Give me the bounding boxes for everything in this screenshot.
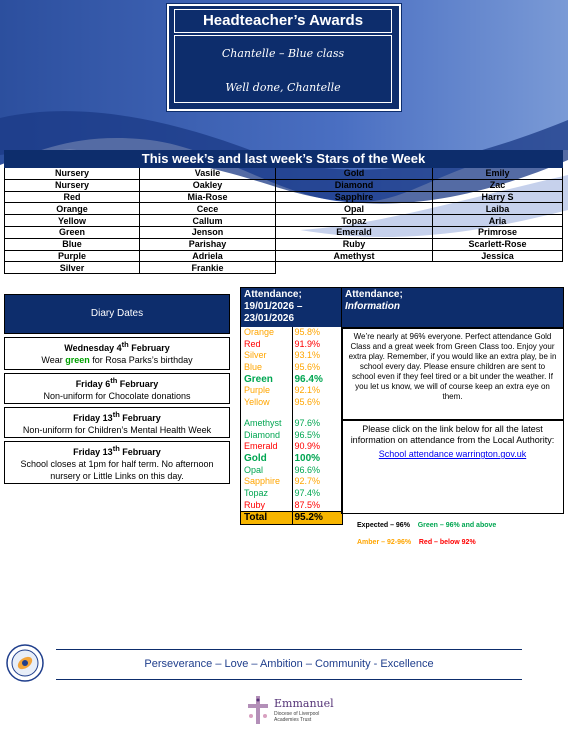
stars-cell: Adriela bbox=[140, 250, 276, 262]
attendance-row bbox=[241, 418, 342, 430]
diary-text: Wear green for Rosa Parks’s birthday bbox=[41, 355, 193, 365]
stars-cell: Purple bbox=[5, 250, 140, 262]
diary-item bbox=[4, 373, 230, 404]
award-details bbox=[174, 35, 392, 103]
attendance-total-row bbox=[241, 511, 342, 524]
table-row bbox=[5, 262, 563, 274]
attendance-key-row1 bbox=[341, 522, 564, 529]
attendance-class-value: 97.6% bbox=[292, 418, 343, 430]
attendance-information-panel bbox=[341, 287, 564, 546]
headteacher-award-box bbox=[167, 4, 401, 111]
attendance-class-value: 87.5% bbox=[292, 500, 343, 512]
attendance-row bbox=[241, 453, 342, 465]
attendance-row bbox=[241, 500, 342, 512]
table-row bbox=[5, 168, 563, 180]
attendance-class-value: 96.6% bbox=[292, 465, 343, 477]
stars-cell: Sapphire bbox=[276, 191, 433, 203]
attendance-class-name: Red bbox=[244, 338, 261, 349]
footer-divider-bottom bbox=[56, 679, 522, 680]
stars-cell-empty bbox=[433, 262, 563, 274]
stars-cell: Amethyst bbox=[276, 250, 433, 262]
attendance-class-value: 93.1% bbox=[292, 350, 343, 362]
stars-cell: Yellow bbox=[5, 215, 140, 227]
table-row bbox=[5, 191, 563, 203]
trust-name: Emmanuel bbox=[274, 697, 334, 710]
stars-cell: Emerald bbox=[276, 226, 433, 238]
attendance-class-name: Yellow bbox=[244, 397, 270, 408]
stars-cell: Nursery bbox=[5, 168, 140, 180]
stars-cell: Green bbox=[5, 226, 140, 238]
attendance-group-classes bbox=[241, 327, 342, 409]
stars-title: This week’s and last week’s Stars of the Week bbox=[5, 151, 563, 168]
attendance-row bbox=[241, 374, 342, 386]
stars-cell: Jenson bbox=[140, 226, 276, 238]
stars-cell: Frankie bbox=[140, 262, 276, 274]
table-row bbox=[5, 203, 563, 215]
attendance-class-name: Blue bbox=[244, 362, 263, 373]
school-seal-icon bbox=[6, 644, 44, 682]
stars-cell: Red bbox=[5, 191, 140, 203]
attendance-row bbox=[241, 397, 342, 409]
attendance-table bbox=[240, 287, 343, 525]
attendance-class-name: Gold bbox=[244, 452, 267, 464]
diary-date: Wednesday 4th February bbox=[64, 340, 170, 353]
attendance-class-value: 90.9% bbox=[292, 441, 343, 453]
attendance-class-value: 95.8% bbox=[292, 327, 343, 339]
award-recipient: Chantelle – Blue class bbox=[221, 47, 345, 60]
attendance-class-name: Diamond bbox=[244, 429, 281, 440]
attendance-message: We’re nearly at 96% everyone. Perfect attendance Gold Class and a great week from Green Class too. Enjoy your extra play. Remember, if you would like an extra play, be in school every day. Please ensure children are sent to school even if they feel tired or a bit under the weather. If you let us know, we will of course keep an extra eye on them. bbox=[341, 328, 564, 420]
stars-cell: Gold bbox=[276, 168, 433, 180]
attendance-class-value: 92.7% bbox=[292, 476, 343, 488]
stars-cell-empty bbox=[276, 262, 433, 274]
stars-cell: Aria bbox=[433, 215, 563, 227]
attendance-row bbox=[241, 362, 342, 374]
stars-cell: Mia-Rose bbox=[140, 191, 276, 203]
key-expected: Expected – 96% bbox=[357, 522, 410, 529]
footer-divider-top bbox=[56, 649, 522, 650]
stars-cell: Silver bbox=[5, 262, 140, 274]
attendance-class-value: 96.5% bbox=[292, 430, 343, 442]
attendance-row bbox=[241, 488, 342, 500]
stars-cell: Orange bbox=[5, 203, 140, 215]
stars-cell: Ruby bbox=[276, 238, 433, 250]
information-title: Attendance; Information bbox=[341, 287, 564, 328]
attendance-class-name: Orange bbox=[244, 327, 275, 337]
link-intro: Please click on the link below for all the latest information on attendance from the Local Authority: bbox=[350, 424, 555, 445]
attendance-class-value: 91.9% bbox=[292, 339, 343, 351]
attendance-class-value: 92.1% bbox=[292, 385, 343, 397]
attendance-class-name: Topaz bbox=[244, 487, 269, 498]
attendance-row bbox=[241, 339, 342, 351]
stars-cell: Vasile bbox=[140, 168, 276, 180]
attendance-class-name: Silver bbox=[244, 350, 267, 361]
attendance-class-value: 96.4% bbox=[292, 374, 343, 386]
attendance-row bbox=[241, 327, 342, 339]
attendance-class-value: 100% bbox=[292, 453, 343, 465]
stars-cell: Harry S bbox=[433, 191, 563, 203]
attendance-spacer bbox=[241, 409, 342, 418]
attendance-row bbox=[241, 350, 342, 362]
diary-date: Friday 13th February bbox=[73, 410, 161, 423]
attendance-class-value: 97.4% bbox=[292, 488, 343, 500]
attendance-link[interactable]: School attendance warrington.gov.uk bbox=[378, 449, 527, 459]
attendance-class-name: Opal bbox=[244, 464, 264, 475]
stars-cell: Parishay bbox=[140, 238, 276, 250]
stars-cell: Laiba bbox=[433, 203, 563, 215]
stars-cell: Primrose bbox=[433, 226, 563, 238]
attendance-row bbox=[241, 465, 342, 477]
diary-item bbox=[4, 407, 230, 438]
diary-dates-panel bbox=[4, 294, 230, 484]
stars-cell: Cece bbox=[140, 203, 276, 215]
attendance-class-name: Amethyst bbox=[244, 417, 282, 428]
stars-cell: Diamond bbox=[276, 179, 433, 191]
stars-cell: Scarlett-Rose bbox=[433, 238, 563, 250]
stars-cell: Nursery bbox=[5, 179, 140, 191]
table-row bbox=[5, 250, 563, 262]
attendance-class-name: Green bbox=[244, 373, 273, 385]
attendance-class-name: Ruby bbox=[244, 499, 266, 510]
stars-cell: Blue bbox=[5, 238, 140, 250]
key-red: Red – below 92% bbox=[418, 539, 476, 546]
diary-date: Friday 6th February bbox=[75, 376, 159, 389]
key-green: Green – 96% and above bbox=[417, 522, 497, 529]
attendance-row bbox=[241, 441, 342, 453]
award-title: Headteacher’s Awards bbox=[174, 9, 392, 33]
attendance-row bbox=[241, 385, 342, 397]
stars-of-the-week-table bbox=[4, 150, 563, 274]
diary-text: Non-uniform for Children’s Mental Health Week bbox=[22, 425, 212, 435]
diary-text: School closes at 1pm for half term. No afternoon nursery or Little Links on this day. bbox=[20, 459, 214, 481]
diary-text: Non-uniform for Chocolate donations bbox=[43, 391, 191, 401]
diary-title: Diary Dates bbox=[4, 294, 230, 334]
table-row bbox=[5, 226, 563, 238]
stars-cell: Zac bbox=[433, 179, 563, 191]
attendance-total-value: 95.2% bbox=[292, 512, 343, 524]
diary-date: Friday 13th February bbox=[73, 444, 161, 457]
attendance-title: Attendance; 19/01/2026 – 23/01/2026 bbox=[241, 288, 342, 327]
stars-cell: Opal bbox=[276, 203, 433, 215]
attendance-group-gems bbox=[241, 418, 342, 512]
stars-cell: Callum bbox=[140, 215, 276, 227]
attendance-class-value: 95.6% bbox=[292, 362, 343, 374]
attendance-link-box bbox=[341, 420, 564, 514]
attendance-total-label: Total bbox=[244, 512, 268, 524]
attendance-class-value: 95.6% bbox=[292, 397, 343, 409]
stars-cell: Jessica bbox=[433, 250, 563, 262]
attendance-class-name: Emerald bbox=[244, 441, 278, 452]
diary-item bbox=[4, 337, 230, 370]
attendance-row bbox=[241, 476, 342, 488]
table-row bbox=[5, 215, 563, 227]
attendance-class-name: Sapphire bbox=[244, 476, 281, 487]
stars-cell: Oakley bbox=[140, 179, 276, 191]
key-amber: Amber – 92-96% bbox=[357, 539, 412, 546]
attendance-key-row2 bbox=[341, 539, 564, 546]
table-row bbox=[5, 179, 563, 191]
stars-cell: Emily bbox=[433, 168, 563, 180]
attendance-class-name: Purple bbox=[244, 385, 271, 396]
stars-cell: Topaz bbox=[276, 215, 433, 227]
award-message: Well done, Chantelle bbox=[225, 81, 341, 94]
attendance-row bbox=[241, 430, 342, 442]
school-motto: Perseverance – Love – Ambition – Community - Excellence bbox=[144, 658, 434, 670]
table-row bbox=[5, 238, 563, 250]
emmanuel-trust-logo-icon bbox=[244, 694, 272, 726]
diary-item bbox=[4, 441, 230, 484]
trust-subtitle: Diocese of Liverpool Academies Trust bbox=[274, 711, 320, 723]
